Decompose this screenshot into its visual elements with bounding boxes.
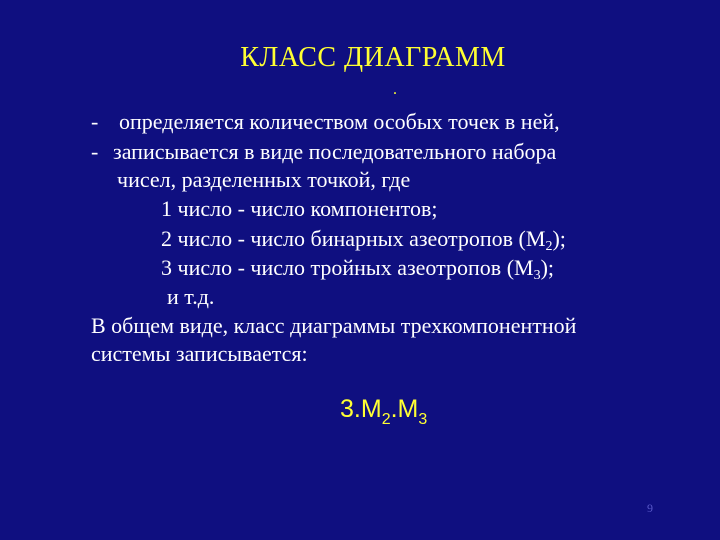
bullet-text: определяется количеством особых точек в ней, [119,109,560,134]
item-symbol: M [525,226,546,251]
etc-line: и т.д. [167,284,215,309]
slide-title: КЛАСС ДИАГРАММ [240,42,506,73]
formula-subscript: 2 [381,411,391,428]
formula-part: 3.M [340,395,382,423]
item-suffix: ); [552,226,566,251]
item-prefix: 3 число - [161,255,251,280]
bullet-text: записывается в виде последовательного набора [113,139,557,164]
item-text: число компонентов; [250,196,438,221]
class-formula [340,393,428,428]
item-subscript: 3 [533,268,541,283]
bullet-line-2 [91,139,557,165]
item-prefix: 1 число - [161,196,251,221]
item-text: число бинарных азеотропов ( [250,226,526,251]
formula-part: .M [390,395,419,423]
list-item-1 [161,196,438,222]
item-prefix: 2 число - [161,226,251,251]
bullet-line-1 [91,109,560,135]
title-dot: . [393,81,397,98]
page-number: 9 [647,501,653,515]
item-suffix: ); [540,255,555,280]
bullet-marker: - [91,139,99,164]
item-subscript: 2 [545,239,553,254]
summary-line-1: В общем виде, класс диаграммы трехкомпонентной [91,313,577,338]
formula-subscript: 3 [418,411,428,428]
item-text: число тройных азеотропов ( [250,255,515,280]
bullet-marker: - [91,109,99,134]
continuation-line: чисел, разделенных точкой, где [117,167,411,192]
list-item-2 [161,226,566,252]
list-item-3 [161,255,554,281]
item-symbol: M [514,255,534,280]
summary-line-2: системы записывается: [91,341,308,366]
